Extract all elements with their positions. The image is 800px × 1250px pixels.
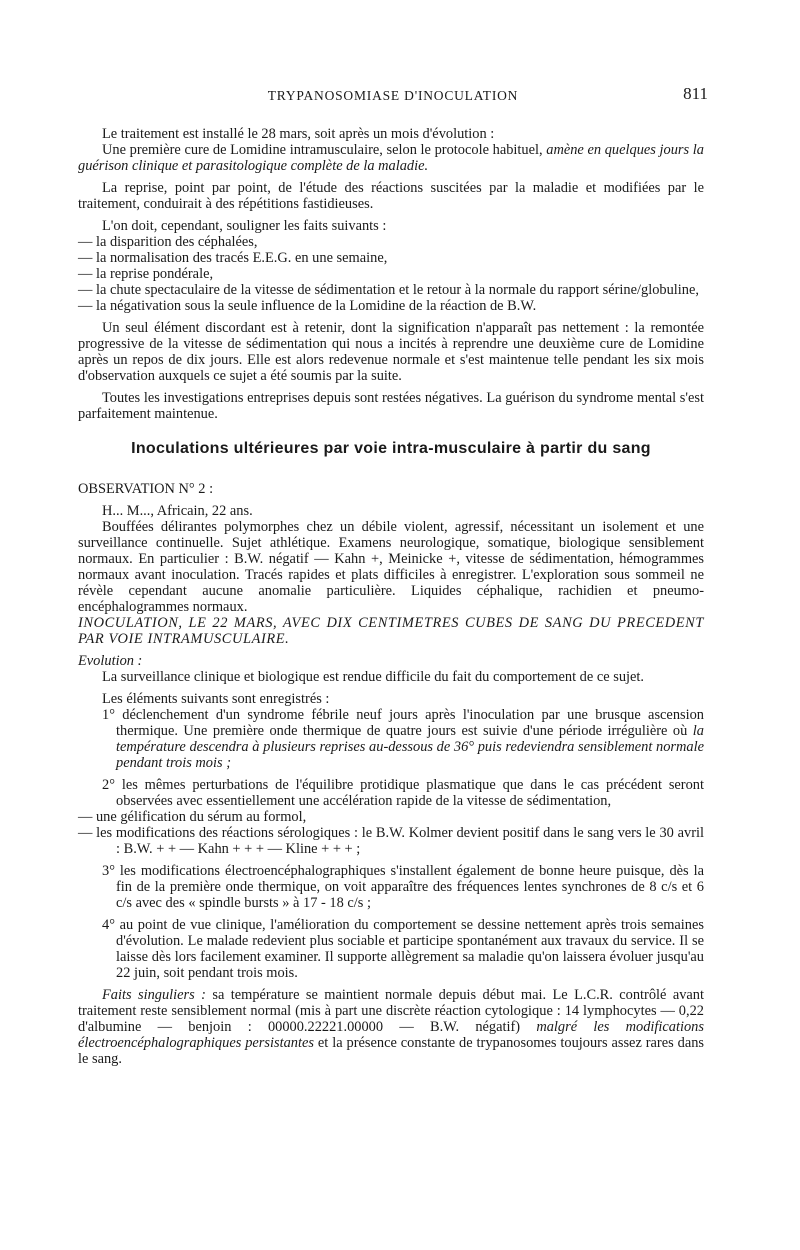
- paragraph-facts-intro: L'on doit, cependant, souligner les faits suivants :: [102, 218, 387, 234]
- paragraph-first-cure: Une première cure de Lomidine intramusculaire, selon le protocole habituel, amène en quelques jours la guérison clinique et parasitologique complète de la maladie.: [78, 142, 704, 174]
- paragraph-surveillance: La surveillance clinique et biologique est rendue difficile du fait du comportement de ce sujet.: [102, 669, 644, 685]
- paragraph-singular-facts: Faits singuliers : sa température se maintient normale depuis début mai. Le L.C.R. contrôlé avant traitement reste sensiblement normal (mis à part une discrète réaction cytologique : 14 lymphocytes — 0,22 d'albumine — benjoin : 00000.22221.00000 — B.W. négatif) malgré les modifications électroencéphalographiques persistantes et la présence constante de trypanosomes toujours assez rares dans le sang.: [78, 987, 704, 1067]
- page-number: 811: [683, 84, 708, 103]
- numbered-item-1: 1° déclenchement d'un syndrome fébrile neuf jours après l'inoculation par une brusque ascension thermique. Une première onde thermique de quatre jours est suivie d'une période irrégulière où la température descendra à plusieurs reprises au-dessous de 36° puis redeviendra sensiblement normale pendant trois mois ;: [102, 707, 704, 771]
- list-item: — une gélification du sérum au formol,: [78, 809, 307, 825]
- list-item: — la chute spectaculaire de la vitesse de sédimentation et le retour à la normale du rapport sérine/globuline,: [78, 282, 699, 298]
- page-body: [78, 126, 704, 1067]
- paragraph-discordant: Un seul élément discordant est à retenir, dont la signification n'apparaît pas nettement : la remontée progressive de la vitesse de sédimentation qui nous a incités à reprendre une deuxième cure de Lomidine après un repos de dix jours. Elle est alors redevenue normale et s'est maintenue telle pendant les six mois d'observation auxquels ce sujet a été soumis par la suite.: [78, 320, 704, 384]
- list-item: — la reprise pondérale,: [78, 266, 214, 282]
- list-item: — la disparition des céphalées,: [78, 234, 258, 250]
- inoculation-line: INOCULATION, LE 22 MARS, AVEC DIX CENTIMETRES CUBES DE SANG DU PRECEDENT PAR VOIE INTRAMUSCULAIRE.: [78, 615, 704, 647]
- paragraph-treatment-start: Le traitement est installé le 28 mars, soit après un mois d'évolution :: [102, 126, 495, 142]
- evolution-label: Evolution :: [78, 653, 143, 669]
- numbered-item-4: 4° au point de vue clinique, l'amélioration du comportement se dessine nettement après trois semaines d'évolution. Le malade redevient plus sociable et participe spontanément aux travaux du service. Il se laisse dès lors facilement examiner. Il supporte allègrement sa maladie qu'on laissera évoluer jusqu'au 22 juin, soit pendant trois mois.: [102, 917, 704, 981]
- section-heading: Inoculations ultérieures par voie intra-musculaire à partir du sang: [131, 440, 651, 457]
- list-item: — la négativation sous la seule influence de la Lomidine de la réaction de B.W.: [78, 298, 537, 314]
- numbered-item-3: 3° les modifications électroencéphalographiques s'installent également de bonne heure puisque, dès la fin de la première onde thermique, on voit apparaître des fréquences lentes synchrones de 8 c/s et 6 c/s avec des « spindle bursts » à 17 - 18 c/s ;: [102, 863, 704, 911]
- paragraph-investigations: Toutes les investigations entreprises depuis sont restées négatives. La guérison du syndrome mental s'est parfaitement maintenue.: [78, 390, 704, 422]
- paragraph-reprise: La reprise, point par point, de l'étude des réactions suscitées par la maladie et modifiées par le traitement, conduirait à des répétitions fastidieuses.: [78, 180, 704, 212]
- paragraph-elements-intro: Les éléments suivants sont enregistrés :: [102, 691, 330, 707]
- patient-line: H... M..., Africain, 22 ans.: [102, 503, 253, 519]
- list-item: — la normalisation des tracés E.E.G. en une semaine,: [78, 250, 388, 266]
- observation-label: OBSERVATION N° 2 :: [78, 481, 214, 497]
- numbered-item-2: 2° les mêmes perturbations de l'équilibre protidique plasmatique que dans le cas précédent seront observées avec essentiellement une accélération rapide de la vitesse de sédimentation,: [102, 777, 704, 809]
- list-item: — les modifications des réactions sérologiques : le B.W. Kolmer devient positif dans le sang vers le 30 avril : B.W. + + — Kahn + + + — Kline + + + ;: [78, 825, 704, 857]
- running-title: TRYPANOSOMIASE D'INOCULATION: [267, 88, 519, 103]
- paragraph-clinical-picture: Bouffées délirantes polymorphes chez un débile violent, agressif, nécessitant un isolement et une surveillance continuelle. Sujet athlétique. Examens neurologique, somatique, biologique sensiblement normaux. En particulier : B.W. négatif — Kahn +, Meinicke +, vitesse de sédimentation, hémogrammes normaux avant inoculation. Tracés rapides et plats difficiles à enregistrer. L'exploration sous sommeil ne révèle cependant aucune anomalie particulière. Liquides céphalique, rachidien et pneumo-encéphalogrammes normaux.: [78, 519, 704, 615]
